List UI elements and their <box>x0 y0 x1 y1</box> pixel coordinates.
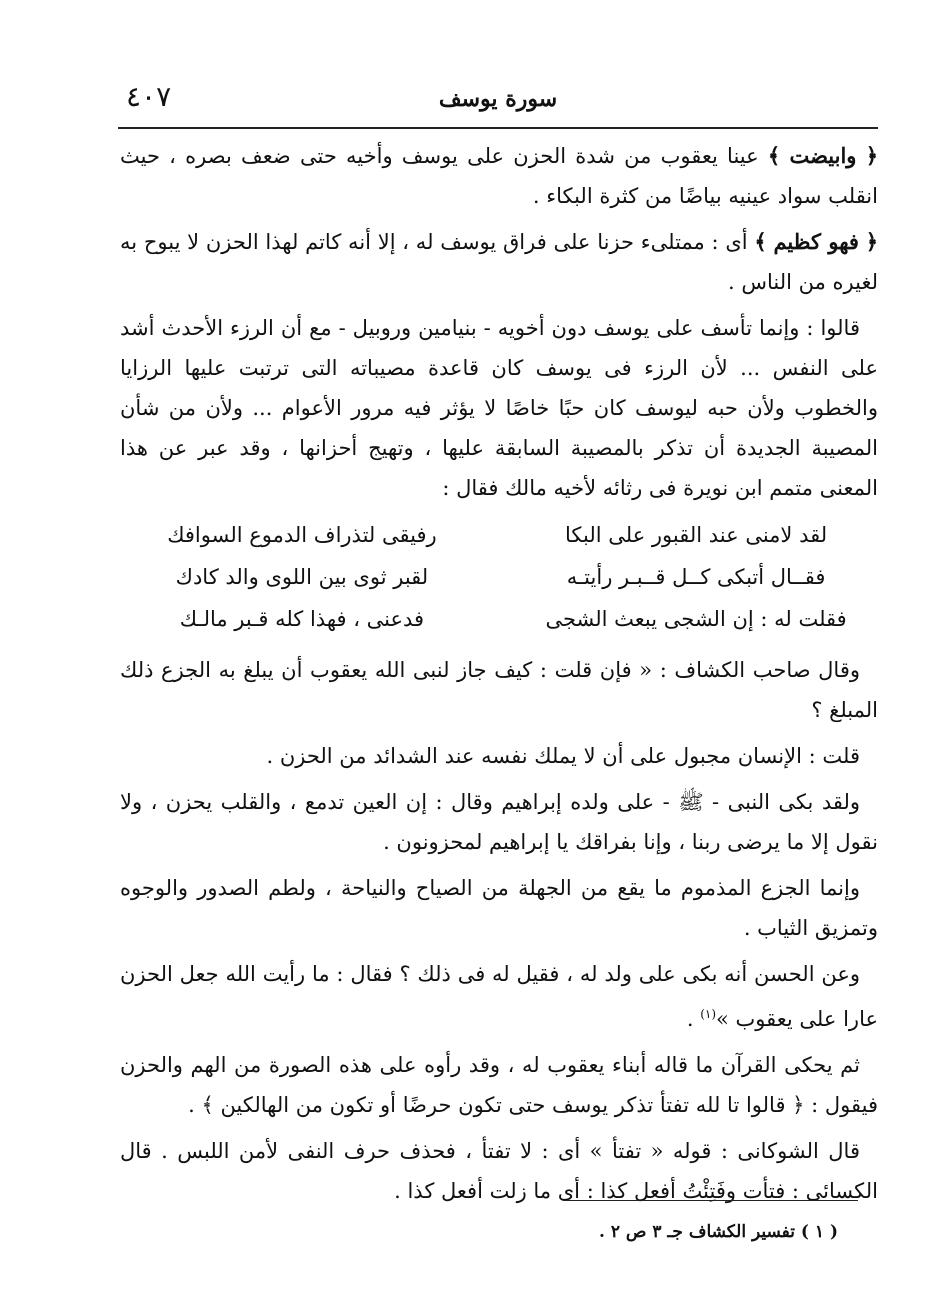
paragraph <box>120 650 878 730</box>
header-divider <box>118 127 878 129</box>
paragraph <box>120 136 878 216</box>
paragraph-text: أى : ممتلىء حزنا على فراق يوسف له ، إلا أنه كاتم لهذا الحزن لا يبوح به لغيره من الناس . <box>120 230 878 294</box>
body-text <box>120 136 878 1217</box>
quran-term: فهو كظيم <box>773 229 859 254</box>
paragraph-text: قال الشوكانى : قوله « تفتأ » أى : لا تفتأ ، فحذف حرف النفى لأمن اللبس . قال الكسائى : فتأت وفَتِئْتُ أفعل كذا : أى ما زلت أفعل كذا . <box>120 1139 878 1203</box>
paragraph-text: وإنما الجزع المذموم ما يقع من الجهلة من الصياح والنياحة ، ولطم الصدور والوجوه وتمزيق الثياب . <box>120 876 878 940</box>
poem-verse <box>120 598 878 640</box>
poem-hemistich-second: لقبر ثوى بين اللوى والد كادك <box>175 565 429 589</box>
paragraph-tail: . <box>686 1007 701 1031</box>
paragraph <box>120 222 878 302</box>
quran-bracket-close: ﴾ <box>767 143 781 168</box>
poem-verse <box>120 514 878 556</box>
footnote-reference[interactable]: (١) <box>700 1007 717 1021</box>
paragraph-text: ولقد بكى النبى - ﷺ - على ولده إبراهيم وقال : إن العين تدمع ، والقلب يحزن ، ولا نقول إلا ما يرضى ربنا ، وإنا بفراقك يا إبراهيم لمحزونون . <box>120 790 878 854</box>
poem-hemistich-first: فقــال أتبكى كــل قــبـر رأيتـه <box>566 565 826 589</box>
paragraph <box>120 308 878 508</box>
paragraph-text: عينا يعقوب من شدة الحزن على يوسف وأخيه حتى ضعف بصره ، حيث انقلب سواد عينيه بياضًا من كثرة البكاء . <box>120 144 878 208</box>
poem <box>120 514 878 640</box>
page-number: ٤٠٧ <box>126 80 172 113</box>
paragraph <box>120 1045 878 1125</box>
paragraph-text: وقال صاحب الكشاف : « فإن قلت : كيف جاز لنبى الله يعقوب أن يبلغ به الجزع ذلك المبلغ ؟ <box>120 658 878 722</box>
paragraph-text: وعن الحسن أنه بكى على ولد له ، فقيل له فى ذلك ؟ فقال : ما رأيت الله جعل الحزن عارا على يعقوب » <box>120 962 878 1031</box>
running-title: سورة يوسف <box>438 86 558 112</box>
poem-hemistich-first: لقد لامنى عند القبور على البكا <box>565 523 828 547</box>
quran-bracket-close: ﴾ <box>754 229 767 254</box>
page-header <box>118 74 878 118</box>
poem-verse <box>120 556 878 598</box>
poem-hemistich-second: فدعنى ، فهذا كله قـبر مالـك <box>179 607 425 631</box>
paragraph <box>120 868 878 948</box>
quran-bracket-open: ﴿ <box>865 229 878 254</box>
footnote-divider <box>563 1200 858 1201</box>
paragraph-text: قلت : الإنسان مجبول على أن لا يملك نفسه عند الشدائد من الحزن . <box>266 744 860 768</box>
paragraph <box>120 954 878 1039</box>
quran-bracket-open: ﴿ <box>865 143 878 168</box>
paragraph <box>120 782 878 862</box>
quran-term: وابيضت <box>789 143 857 168</box>
paragraph-text: ثم يحكى القرآن ما قاله أبناء يعقوب له ، وقد رأوه على هذه الصورة من الهم والحزن فيقول : ﴿ قالوا تا لله تفتأ تذكر يوسف حتى تكون حرضًا أو تكون من الهالكين ﴾ . <box>120 1053 878 1117</box>
footnote: ( ١ ) تفسير الكشاف جـ ٣ ص ٢ . <box>598 1222 838 1242</box>
paragraph <box>120 736 878 776</box>
poem-hemistich-first: فقلت له : إن الشجى يبعث الشجى <box>545 607 847 631</box>
paragraph <box>120 1131 878 1211</box>
paragraph-text: قالوا : وإنما تأسف على يوسف دون أخويه - بنيامين وروبيل - مع أن الرزء الأحدث أشد على النفس ... لأن الرزء فى يوسف كان قاعدة مصيباته التى ترتبت عليها الرزايا والخطوب ولأن حبه ليوسف كان حبًا خاصًا لا يؤثر فيه مرور الأعوام ... ولأن من شأن المصيبة الجديدة أن تذكر بالمصيبة السابقة عليها ، وتهيج أحزانها ، وقد عبر عن هذا المعنى متمم ابن نويرة فى رثائه لأخيه مالك فقال : <box>120 316 878 500</box>
poem-hemistich-second: رفيقى لتذراف الدموع السوافك <box>167 523 437 547</box>
